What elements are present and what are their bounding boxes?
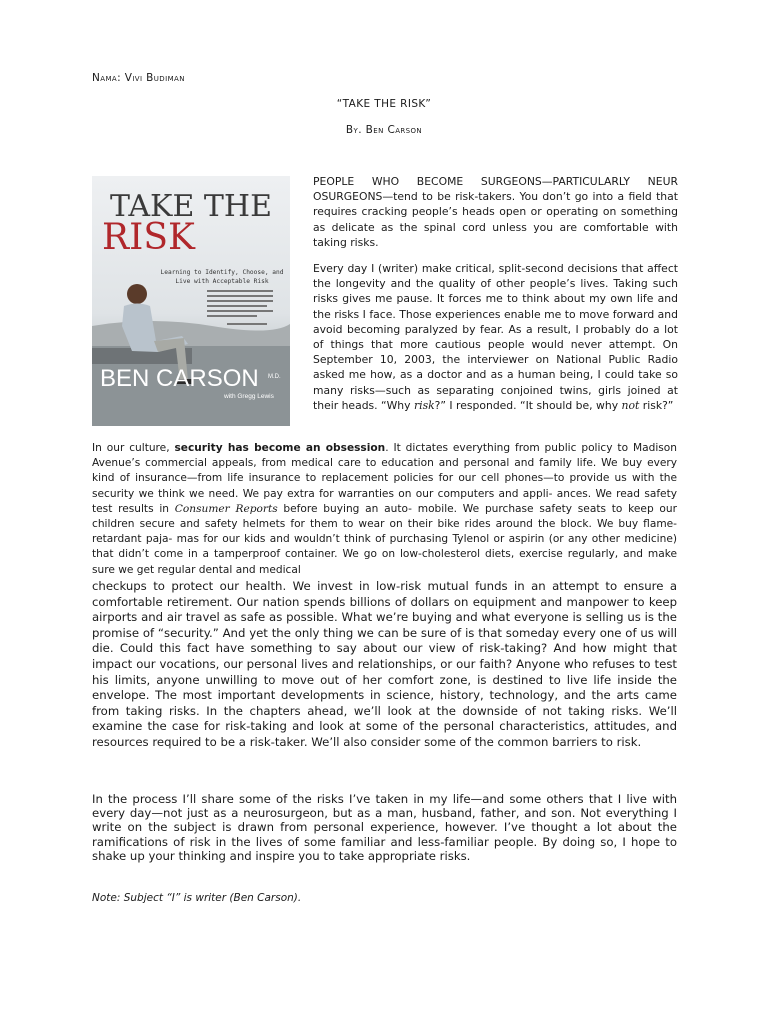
cover-portrait-head <box>127 284 147 304</box>
paragraph-2 <box>313 261 678 413</box>
student-name: Nama: Vivi Budiman <box>92 72 185 84</box>
paragraph-4: In the process I’ll share some of the risks I’ve taken in my life—and some others that I live with every day—not just as a neurosurgeon, but as a man, husband, father, and son. Not everything I write on the subject is drawn from personal experience, however. I’ve thought a lot about the ramifications of risk in the lives of some familiar and less-familiar people. By doing so, I hope to shake up your thinking and inspire you to take appropriate risks. <box>92 792 677 863</box>
cover-subtitle-line2: Live with Acceptable Risk <box>175 278 269 285</box>
paragraph-3-text-a: . It dictates everything from public policy to Madison Avenue’s commercial appeals, from medical care to education and personal and family life. We buy every kind of insurance—from life insurance to replacement policies for our cell phones—to provide us with the security we think we need. We pay extra for warranties on our computers and appli- ances. We read safety test results in <box>92 442 677 515</box>
paragraph-2-risk: risk <box>413 398 435 412</box>
writer-note: Note: Subject “I” is writer (Ben Carson). <box>92 892 302 904</box>
cover-author-suffix: M.D. <box>268 374 281 380</box>
cover-title-line1: TAKE THE <box>110 189 272 224</box>
paragraph-3-intro: In our culture, <box>92 442 175 454</box>
paragraph-3-part-1 <box>92 441 677 578</box>
paragraph-2-text-c: risk?” <box>639 398 674 412</box>
paragraph-2-text-a: Every day I (writer) make critical, split-second decisions that affect the longevity and the quality of other people’s lives. Taking such risks gives me pause. It forces me to think about my own life and the risks I face. Those experiences enable me to move forward and avoid becoming paralyzed by fear. As a result, I probably do a lot of things that more cautious people would never attempt. On September 10, 2003, the interviewer on National Public Radio asked me how, as a doctor and as a human being, I could take so many risks—such as separating conjoined twins, girls joined at their heads. “Why <box>313 262 678 412</box>
cover-author: BEN CARSON <box>100 365 259 392</box>
paragraph-3-text-b: before buying an auto- mobile. We purchase safety seats to keep our children secure and safety helmets for them to wear on their bike rides around the block. We buy flame-retardant paja- mas for our kids and wouldn’t think of purchasing Tylenol or aspirin (or any other medicine) that didn’t come in a tamperproof container. We go on low-cholesterol diets, exercise regularly, and make sure we get regular dental and medical <box>92 502 677 576</box>
paragraph-2-not: not <box>621 398 640 412</box>
cover-coauthor: with Gregg Lewis <box>224 393 274 400</box>
essay-title: “TAKE THE RISK” <box>336 98 432 110</box>
paragraph-3-consumer-reports: Consumer Reports <box>174 502 278 515</box>
paragraph-2-text-b: ?” I responded. “It should be, why <box>434 398 622 412</box>
cover-title-line2: RISK <box>102 217 195 258</box>
paragraph-3-emphasis: security has become an obsession <box>174 442 386 454</box>
cover-subtitle-line1: Learning to Identify, Choose, and <box>160 269 284 276</box>
essay-byline: By. Ben Carson <box>345 124 423 136</box>
paragraph-3-part-2: checkups to protect our health. We invest in low-risk mutual funds in an attempt to ensure a comfortable retirement. Our nation spends billions of dollars on equipment and manpower to keep airports and air travel as safe as possible. What we’re buying and what everyone is selling us is the promise of “security.” And yet the only thing we can be sure of is that someday every one of us will die. Could this fact have something to say about our view of risk-taking? And how might that impact our vocations, our personal lives and relationships, or our faith? Anyone who refuses to test his limits, anyone unwilling to move out of her comfort zone, is destined to live life inside the envelope. The most important developments in science, history, technology, and the arts came from taking risks. In the chapters ahead, we’ll look at the downside of not taking risks. We’ll examine the case for risk-taking and look at some of the personal characteristics, attitudes, and resources required to be a risk-taker. We’ll also consider some of the common barriers to risk. <box>92 579 677 749</box>
book-cover-image <box>92 176 290 426</box>
paragraph-1: PEOPLE WHO BECOME SURGEONS—PARTICULARLY NEUR OSURGEONS—tend to be risk-takers. You don’t go into a field that requires cracking people’s heads open or operating on something as delicate as the spinal cord unless you are comfortable with taking risks. <box>313 175 678 249</box>
